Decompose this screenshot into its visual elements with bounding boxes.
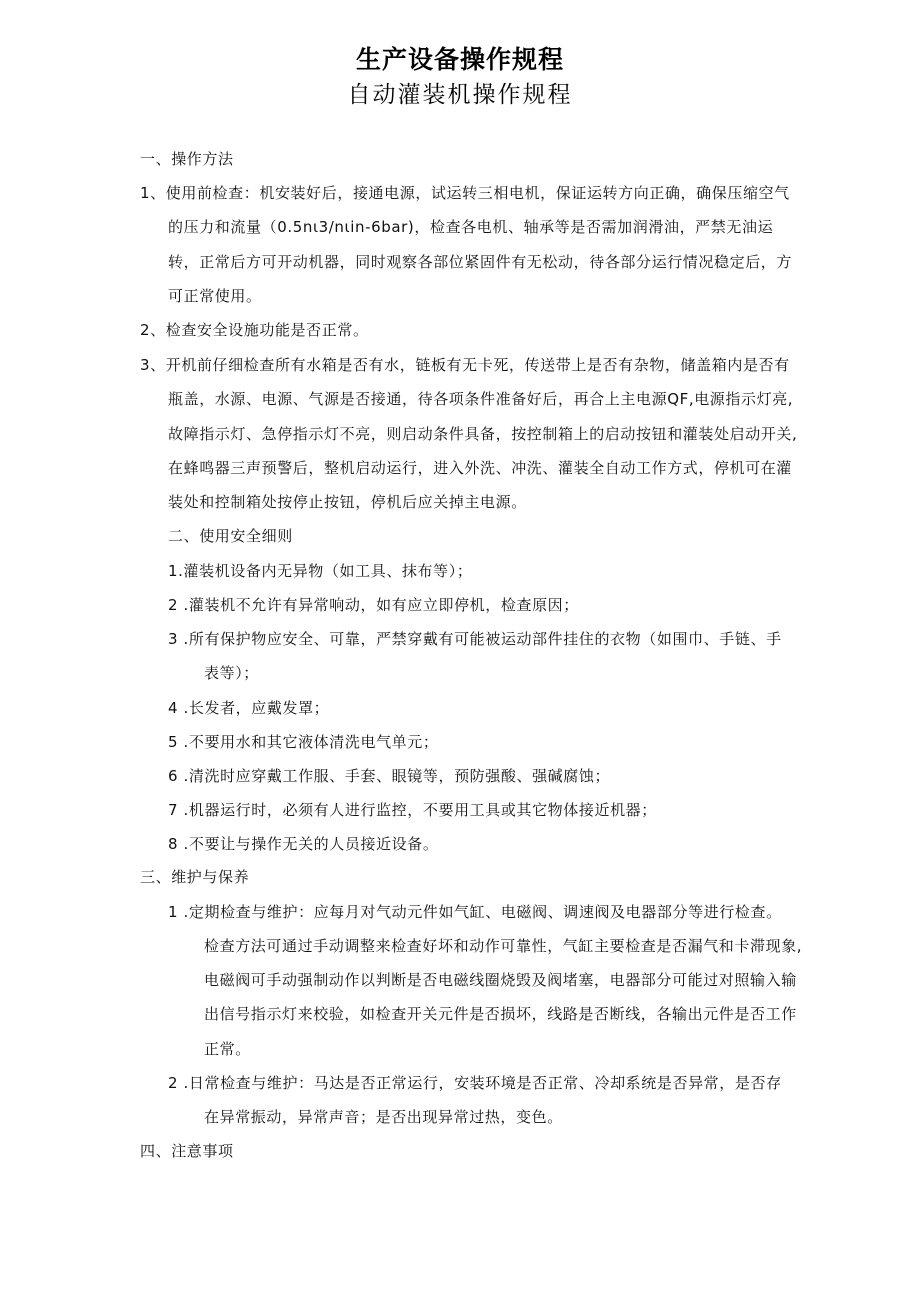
section-heading-operation-method: 一、操作方法	[140, 150, 234, 168]
list-item-line: 2 .灌装机不允许有异常响动，如有应立即停机，检查原因；	[168, 596, 579, 614]
list-item-line: 电磁阀可手动强制动作以判断是否电磁线圈烧毁及阀堵塞，电器部分可能过对照输入输	[204, 971, 797, 989]
list-item-line: 3 .所有保护物应安全、可靠，严禁穿戴有可能被运动部件挂住的衣物（如围巾、手链、手	[168, 630, 782, 648]
list-item-line: 正常。	[204, 1040, 251, 1058]
document-title: 生产设备操作规程	[355, 45, 564, 74]
list-item-line: 4 .长发者，应戴发罩；	[168, 699, 330, 717]
list-item-line: 2、检查安全设施功能是否正常。	[140, 321, 369, 339]
list-item-line: 在蜂鸣器三声预警后，整机启动运行，进入外洗、冲洗、灌装全自动工作方式，停机可在灌	[168, 459, 793, 477]
list-item-line: 转，正常后方可开动机器，同时观察各部位紧固件有无松动，待各部分运行情况稳定后，方	[168, 253, 793, 271]
section-heading-maintenance: 三、维护与保养	[140, 868, 250, 886]
document-subtitle: 自动灌装机操作规程	[347, 82, 573, 108]
list-item-line: 1 .定期检查与维护：应每月对气动元件如气缸、电磁阀、调速阀及电器部分等进行检查。	[168, 903, 782, 921]
list-item-line: 8 .不要让与操作无关的人员接近设备。	[168, 835, 439, 853]
list-item-line: 表等）；	[204, 664, 259, 682]
list-item-line: 5 .不要用水和其它液体清洗电气单元；	[168, 733, 439, 751]
list-item-line: 1.灌装机设备内无异物（如工具、抹布等）；	[168, 562, 473, 580]
list-item-line: 故障指示灯、急停指示灯不亮，则启动条件具备，按控制箱上的启动按钮和灌装处启动开关,	[168, 425, 798, 443]
list-item-line: 出信号指示灯来校验，如检查开关元件是否损坏，线路是否断线，各输出元件是否工作	[204, 1005, 797, 1023]
list-item-line: 7 .机器运行时，必须有人进行监控，不要用工具或其它物体接近机器；	[168, 801, 657, 819]
list-item-line: 3、开机前仔细检查所有水箱是否有水，链板有无卡死，传送带上是否有杂物，储盖箱内是否有	[140, 356, 790, 374]
list-item-line: 瓶盖，水源、电源、气源是否接通，待各项条件准备好后，再合上主电源QF,电源指示灯亮,	[168, 390, 794, 408]
list-item-line: 装处和控制箱处按停止按钮，停机后应关掉主电源。	[168, 493, 527, 511]
list-item-line: 1、使用前检查：机安装好后，接通电源，试运转三相电机，保证运转方向正确，确保压缩空气	[140, 184, 790, 202]
list-item-line: 可正常使用。	[168, 287, 262, 305]
list-item-line: 的压力和流量（0.5nι3/nιin-6bar)，检查各电机、轴承等是否需加润滑油，严禁无油运	[168, 218, 774, 236]
list-item-line: 在异常振动，异常声音；是否出现异常过热，变色。	[204, 1108, 563, 1126]
section-heading-notes: 四、注意事项	[140, 1142, 234, 1160]
list-item-line: 2 .日常检查与维护：马达是否正常运行，安装环境是否正常、冷却系统是否异常，是否存	[168, 1074, 782, 1092]
section-heading-safety-rules: 二、使用安全细则	[168, 527, 293, 545]
list-item-line: 6 .清洗时应穿戴工作服、手套、眼镜等，预防强酸、强碱腐蚀；	[168, 767, 611, 785]
list-item-line: 检查方法可通过手动调整来检查好坏和动作可靠性，气缸主要检查是否漏气和卡滞现象,	[204, 937, 803, 955]
